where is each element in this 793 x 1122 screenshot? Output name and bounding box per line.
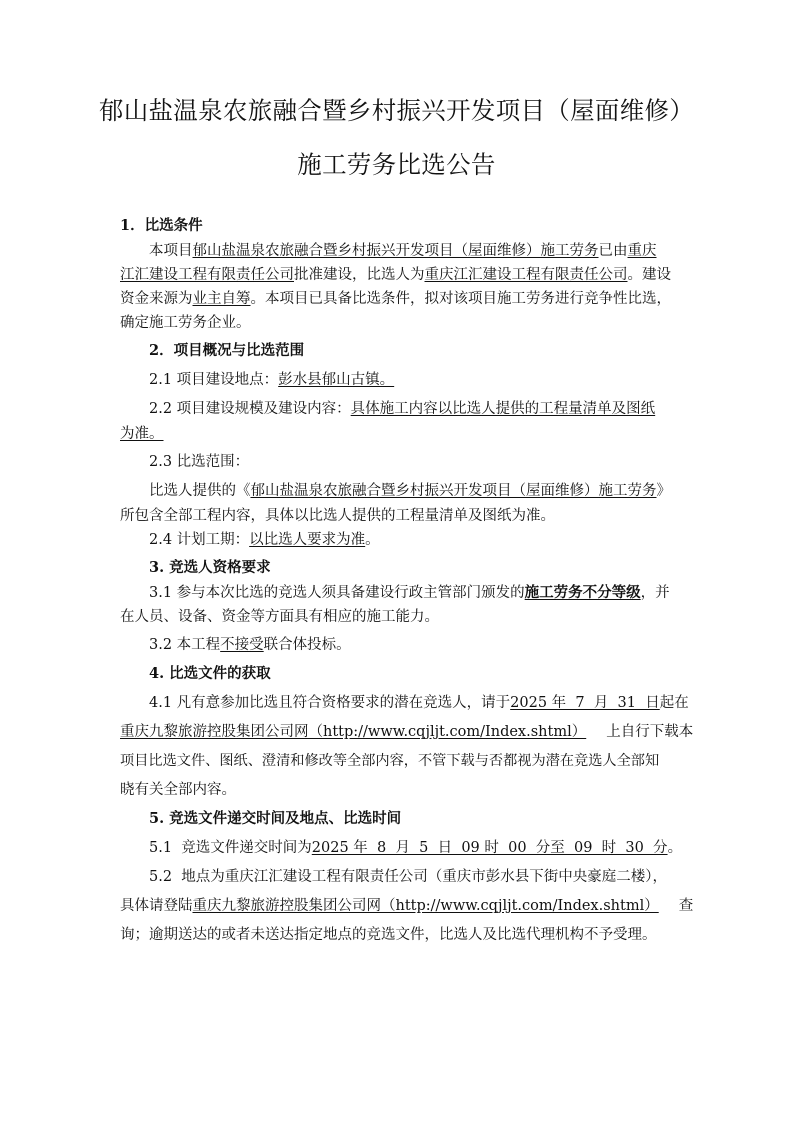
joint-bid-policy: 不接受	[220, 637, 264, 653]
item-2-2-continued: 为准。	[120, 426, 164, 442]
download-start-date: 2025 年 7 月 31 日	[510, 695, 660, 711]
section-1-paragraph-line: 资金来源为业主自筹。本项目已具备比选条件，拟对该项目施工劳务进行竞争性比选，	[120, 291, 671, 307]
qualification-level: 施工劳务不分等级	[524, 584, 641, 601]
query-website-link[interactable]: 重庆九黎旅游控股集团公司网（http://www.cqjljt.com/Index.shtml）	[192, 898, 659, 914]
section-2-heading: 2．项目概况与比选范围	[149, 342, 305, 359]
item-5-2-continued: 询；逾期送达的或者未送达指定地点的竞选文件，比选人及比选代理机构不予受理。	[120, 927, 657, 943]
submission-time: 2025 年 8 月 5 日 09 时 00 分至 09 时 30 分	[311, 840, 668, 856]
item-2-1: 2.1 项目建设地点：彭水县郁山古镇。	[149, 372, 395, 388]
item-5-1: 5.1 竞选文件递交时间为2025 年 8 月 5 日 09 时 00 分至 09 时 30 分。	[149, 840, 683, 856]
item-3-1-continued: 在人员、设备、资金等方面具有相应的施工能力。	[120, 609, 439, 625]
construction-content: 具体施工内容以比选人提供的工程量清单及图纸	[350, 401, 656, 417]
page-title-line-2: 施工劳务比选公告	[297, 150, 496, 179]
item-2-3: 2.3 比选范围：	[149, 454, 250, 470]
item-2-2: 2.2 项目建设规模及建设内容：具体施工内容以比选人提供的工程量清单及图纸	[149, 401, 656, 417]
item-2-3-paragraph-continued: 所包含全部工程内容，具体以比选人提供的工程量清单及图纸为准。	[120, 508, 555, 524]
approver-name-part: 重庆	[627, 243, 657, 259]
item-4-1: 4.1 凡有意参加比选且符合资格要求的潜在竞选人，请于2025 年 7 月 31 日起在	[149, 695, 689, 711]
item-2-4: 2.4 计划工期：以比选人要求为准。	[149, 532, 380, 548]
item-5-2-continued: 具体请登陆重庆九黎旅游控股集团公司网（http://www.cqjljt.com/Index.shtml） 查	[120, 898, 694, 914]
item-3-2: 3.2 本工程不接受联合体投标。	[149, 637, 351, 653]
section-1-paragraph-line: 确定施工劳务企业。	[120, 315, 251, 331]
section-1-paragraph-line: 江汇建设工程有限责任公司批准建设，比选人为重庆江汇建设工程有限责任公司。建设	[120, 267, 671, 283]
scope-project-name: 郁山盐温泉农旅融合暨乡村振兴开发项目（屋面维修）施工劳务	[250, 483, 657, 499]
item-4-1-continued: 晓有关全部内容。	[120, 782, 236, 798]
page-title-line-1: 郁山盐温泉农旅融合暨乡村振兴开发项目（屋面维修）	[98, 96, 695, 125]
item-5-2: 5.2 地点为重庆江汇建设工程有限责任公司（重庆市彭水县下街中央豪庭二楼），	[149, 869, 668, 885]
section-1-heading: 1．比选条件	[120, 217, 203, 234]
section-5-heading: 5. 竞选文件递交时间及地点、比选时间	[149, 810, 402, 827]
item-4-1-continued: 项目比选文件、图纸、澄清和修改等全部内容，不管下载与否都视为潜在竞选人全部知	[120, 753, 660, 769]
project-name: 郁山盐温泉农旅融合暨乡村振兴开发项目（屋面维修）施工劳务	[192, 243, 599, 259]
item-2-3-paragraph: 比选人提供的《郁山盐温泉农旅融合暨乡村振兴开发项目（屋面维修）施工劳务》	[149, 483, 671, 499]
planned-duration: 以比选人要求为准	[249, 532, 366, 548]
approver-name: 江汇建设工程有限责任公司	[120, 267, 294, 283]
item-3-1: 3.1 参与本次比选的竞选人须具备建设行政主管部门颁发的施工劳务不分等级，并	[149, 584, 670, 601]
announcement-body	[120, 210, 694, 948]
section-4-heading: 4. 比选文件的获取	[149, 665, 271, 682]
download-website-link[interactable]: 重庆九黎旅游控股集团公司网（http://www.cqjljt.com/Index.shtml）	[120, 724, 587, 740]
selector-name: 重庆江汇建设工程有限责任公司	[424, 267, 628, 283]
project-location: 彭水县郁山古镇。	[278, 372, 395, 388]
section-3-heading: 3. 竞选人资格要求	[149, 559, 271, 576]
funding-source: 业主自筹	[192, 291, 251, 307]
section-1-paragraph-line: 本项目郁山盐温泉农旅融合暨乡村振兴开发项目（屋面维修）施工劳务已由重庆	[149, 243, 657, 259]
item-4-1-continued: 重庆九黎旅游控股集团公司网（http://www.cqjljt.com/Index.shtml） 上自行下载本	[120, 724, 694, 740]
